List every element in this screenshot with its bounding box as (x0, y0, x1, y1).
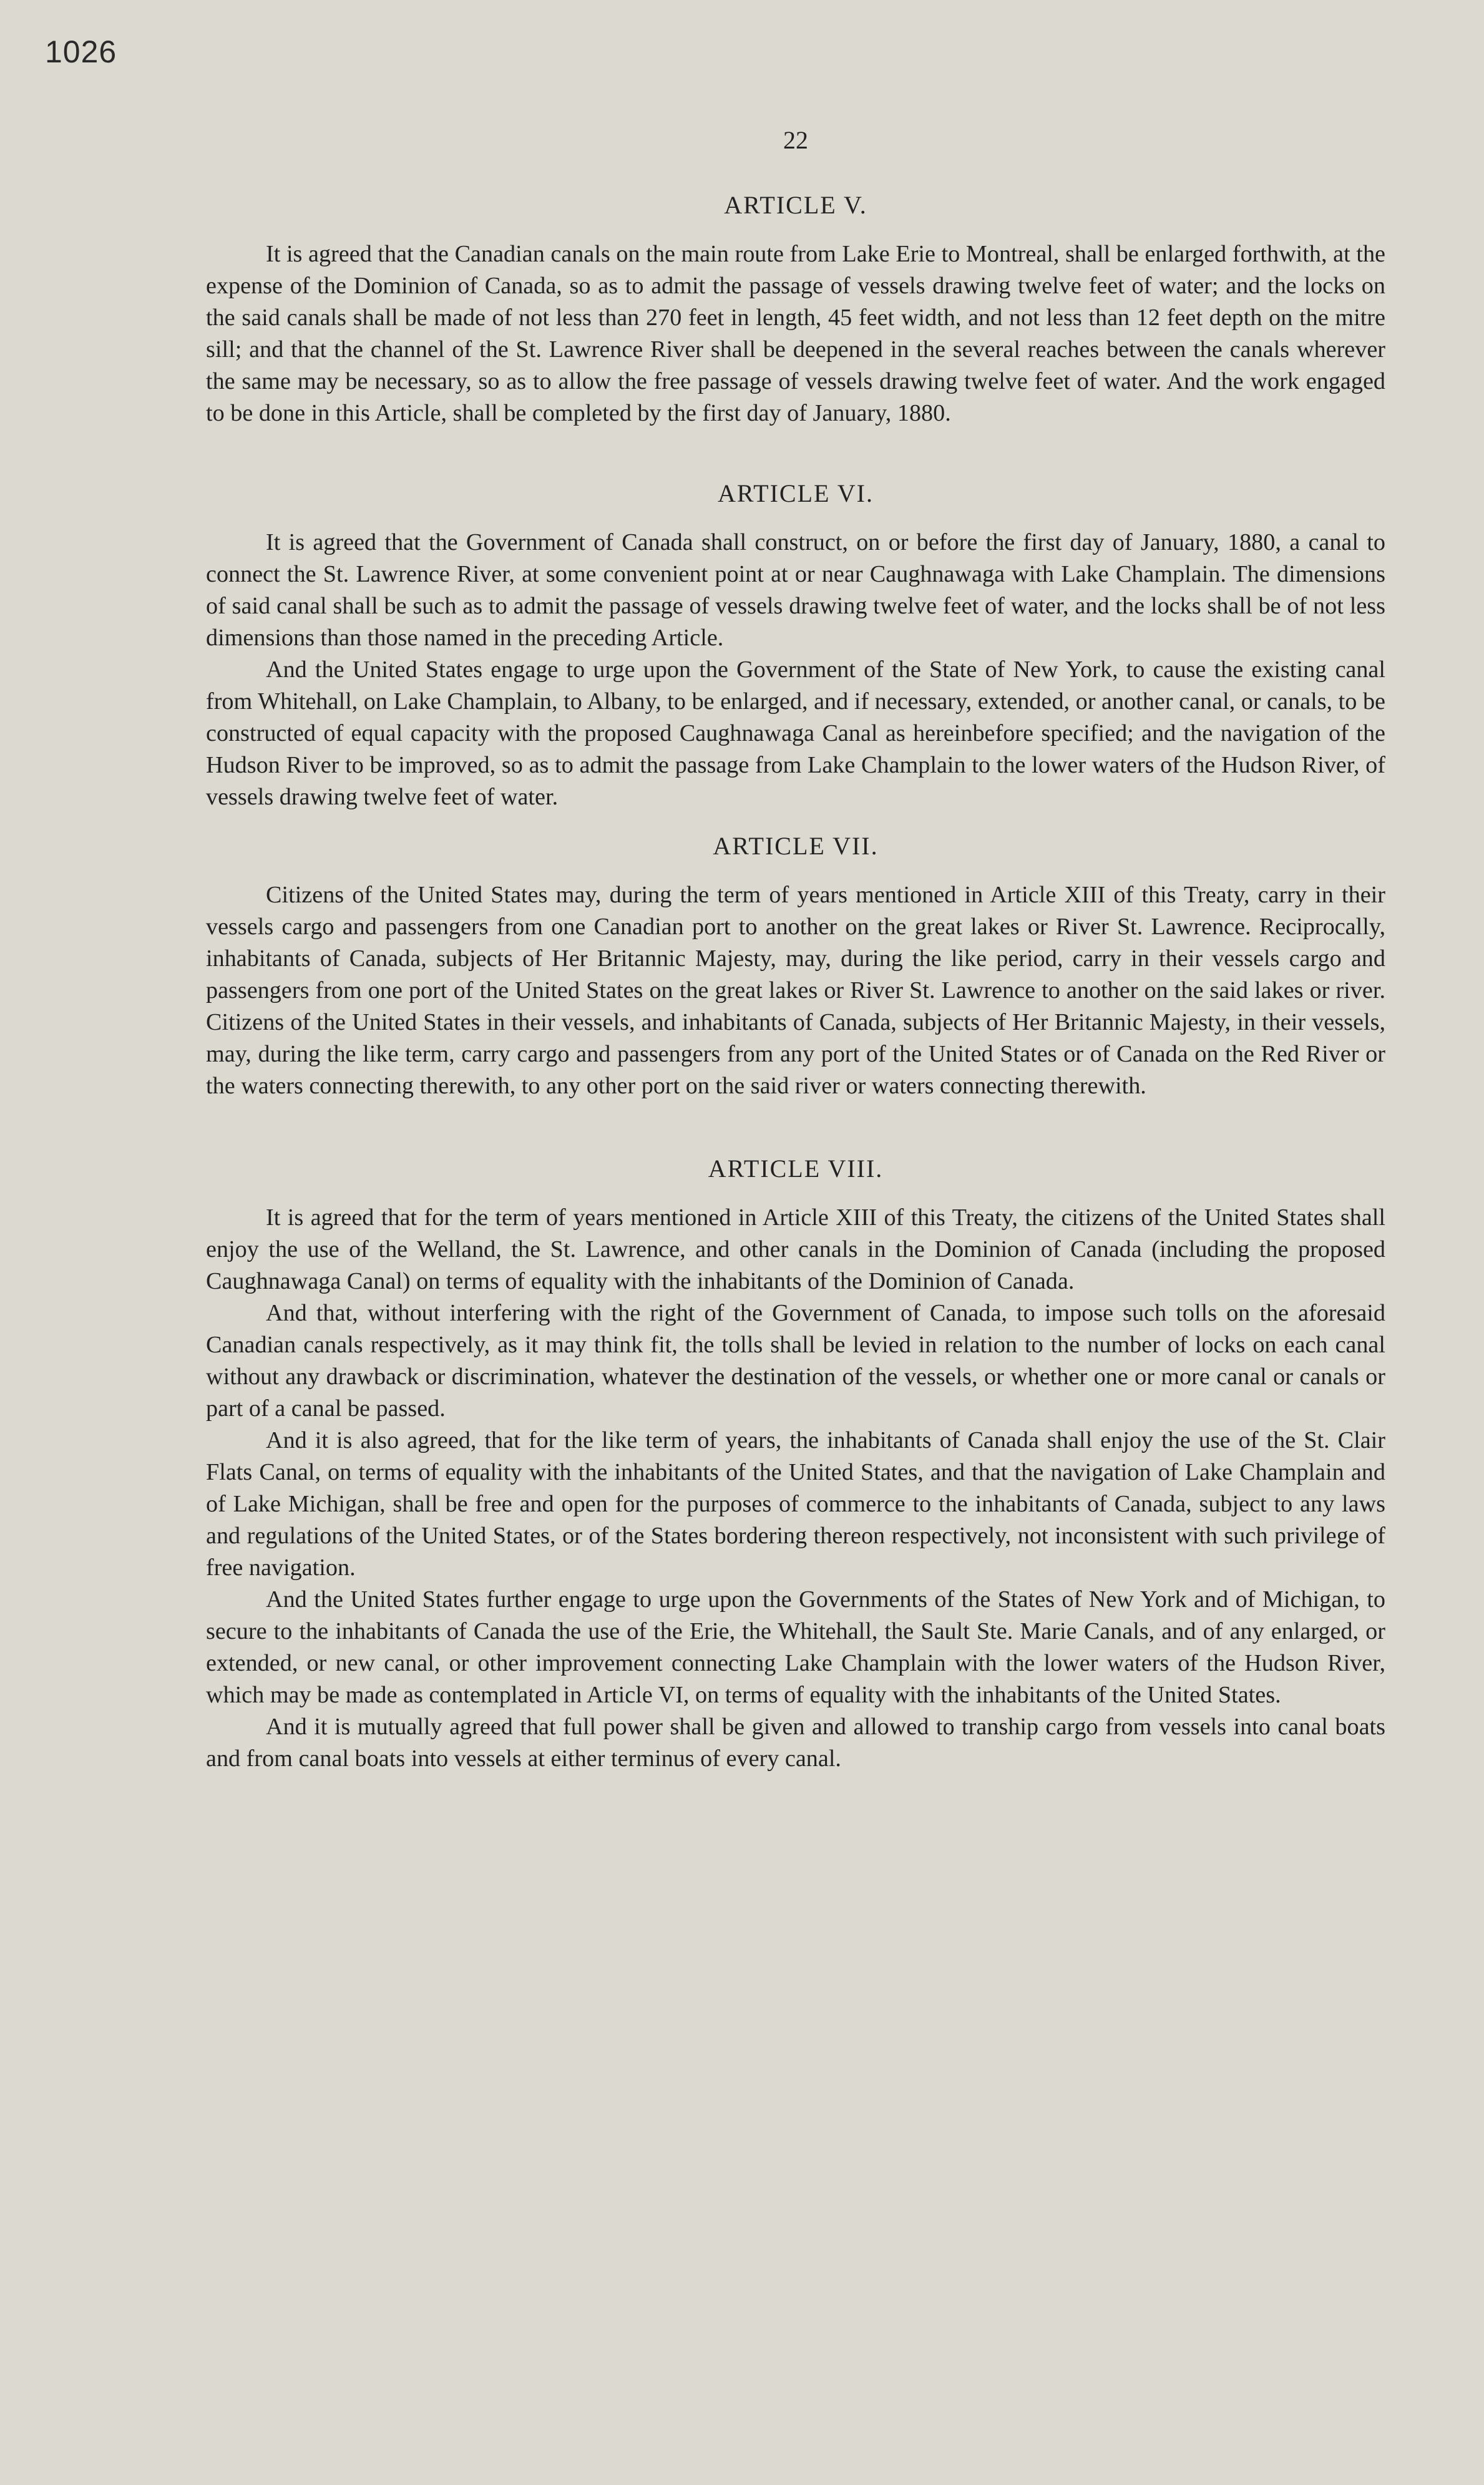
scan-page-number: 1026 (45, 34, 117, 69)
article-paragraph: It is agreed that for the term of years mentioned in Article XIII of this Treaty, the citizens of the United States shall enjoy the use of the Welland, the St. Lawrence, and other canals in the Dominion of Canada (including the proposed Caughnawaga Canal) on terms of equality with the inhabitants of the Dominion of Canada. (206, 1204, 1385, 1294)
article-paragraph: And it is also agreed, that for the like term of years, the inhabitants of Canada shall enjoy the use of the St. Clair Flats Canal, on terms of equality with the inhabitants of the United States, and that the navigation of Lake Champlain and of Lake Michigan, shall be free and open for the purposes of commerce to the inhabitants of Canada, subject to any laws and regulations of the United States, or of the States bordering thereon respectively, not inconsistent with such privilege of free navigation. (206, 1427, 1385, 1581)
article-paragraph: And the United States engage to urge upon the Government of the State of New York, to cause the existing canal from Whitehall, on Lake Champlain, to Albany, to be enlarged, and if necessary, extended, or another canal, or canals, to be constructed of equal capacity with the proposed Caughnawaga Canal as hereinbefore specified; and the navigation of the Hudson River to be improved, so as to admit the passage from Lake Champlain to the lower waters of the Hudson River, of vessels drawing twelve feet of water. (206, 657, 1385, 810)
section-spacer (206, 813, 1385, 831)
article-title: ARTICLE VII. (713, 832, 879, 860)
document-page (206, 125, 1385, 1775)
section-spacer (206, 429, 1385, 478)
article-viii (206, 1153, 1385, 1775)
article-vi (206, 478, 1385, 813)
article-paragraph: And it is mutually agreed that full power shall be given and allowed to tranship cargo from vessels into canal boats and from canal boats into vessels at either terminus of every canal. (206, 1714, 1385, 1772)
article-paragraph: It is agreed that the Government of Canada shall construct, on or before the first day of January, 1880, a canal to connect the St. Lawrence River, at some convenient point at or near Caughnawaga with Lake Champlain. The dimensions of said canal shall be such as to admit the passage of vessels drawing twelve feet of water, and the locks shall be of not less dimensions than those named in the preceding Article. (206, 529, 1385, 651)
article-title: ARTICLE V. (724, 191, 867, 219)
article-vii (206, 831, 1385, 1102)
article-paragraph: Citizens of the United States may, during the term of years mentioned in Article XIII of this Treaty, carry in their vessels cargo and passengers from one Canadian port to another on the great lakes or River St. Lawrence. Reciprocally, inhabitants of Canada, subjects of Her Britannic Majesty, may, during the like period, carry in their vessels cargo and passengers from one port of the United States on the great lakes or River St. Lawrence to another on the said lakes or river. Citizens of the United States in their vessels, and inhabitants of Canada, subjects of Her Britannic Majesty, in their vessels, may, during the like term, carry cargo and passengers from any port of the United States or of Canada on the Red River or the waters connecting therewith, to any other port on the said river or waters connecting therewith. (206, 882, 1385, 1099)
article-v (206, 190, 1385, 429)
section-spacer (206, 1102, 1385, 1153)
article-title: ARTICLE VIII. (708, 1155, 884, 1183)
article-paragraph: And the United States further engage to urge upon the Governments of the States of New York and of Michigan, to secure to the inhabitants of Canada the use of the Erie, the Whitehall, the Sault Ste. Marie Canals, and of any enlarged, or extended, or new canal, or other improvement connecting Lake Champlain with the lower waters of the Hudson River, which may be made as contemplated in Article VI, on terms of equality with the inhabitants of the United States. (206, 1586, 1385, 1708)
article-title: ARTICLE VI. (718, 479, 874, 507)
article-paragraph: And that, without interfering with the right of the Government of Canada, to impose such tolls on the aforesaid Canadian canals respectively, as it may think fit, the tolls shall be levied in relation to the number of locks on each canal without any drawback or discrimination, whatever the destination of the vessels, or whether one or more canal or canals or part of a canal be passed. (206, 1300, 1385, 1422)
article-paragraph: It is agreed that the Canadian canals on the main route from Lake Erie to Montreal, shall be enlarged forthwith, at the expense of the Dominion of Canada, so as to admit the passage of vessels drawing twelve feet of water; and the locks on the said canals shall be made of not less than 270 feet in length, 45 feet width, and not less than 12 feet depth on the mitre sill; and that the channel of the St. Lawrence River shall be deepened in the several reaches between the canals wherever the same may be necessary, so as to allow the free passage of vessels drawing twelve feet of water. And the work engaged to be done in this Article, shall be completed by the first day of January, 1880. (206, 241, 1385, 426)
page-number: 22 (783, 126, 808, 154)
